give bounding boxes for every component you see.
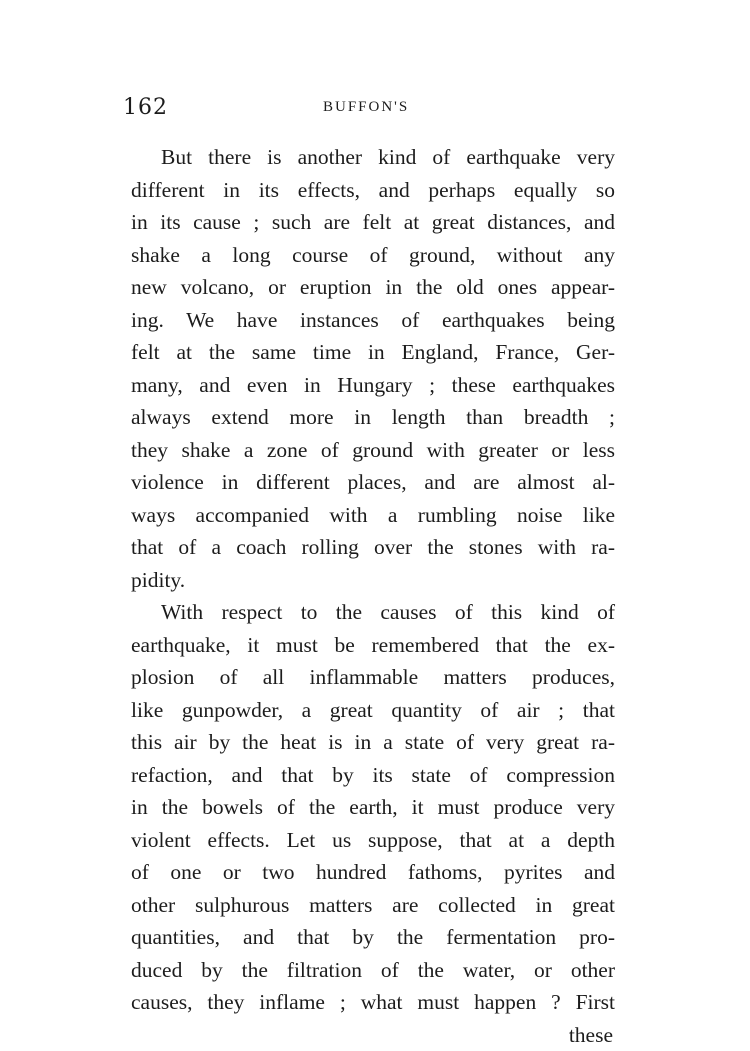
text-line: in its cause ; such are felt at great distances, and [131, 206, 615, 239]
text-line: this air by the heat is in a state of very great ra- [131, 726, 615, 759]
paragraph-1 [131, 141, 615, 596]
text-line: duced by the filtration of the water, or other [131, 954, 615, 987]
page-number: 162 [123, 95, 168, 120]
text-line: refaction, and that by its state of compression [131, 759, 615, 792]
text-line: in the bowels of the earth, it must produce very [131, 791, 615, 824]
running-title: BUFFON'S [323, 99, 409, 116]
text-line: ing. We have instances of earthquakes being [131, 304, 615, 337]
catchword: these [131, 1019, 615, 1051]
text-line: they shake a zone of ground with greater or less [131, 434, 615, 467]
text-line: that of a coach rolling over the stones with ra- [131, 531, 615, 564]
page-header [123, 95, 618, 125]
text-line: like gunpowder, a great quantity of air ; that [131, 694, 615, 727]
text-line: ways accompanied with a rumbling noise like [131, 499, 615, 532]
text-line: shake a long course of ground, without any [131, 239, 615, 272]
text-line: causes, they inflame ; what must happen ? First [131, 986, 615, 1019]
text-line: many, and even in Hungary ; these earthquakes [131, 369, 615, 402]
text-line: different in its effects, and perhaps equally so [131, 174, 615, 207]
text-line: violence in different places, and are almost al- [131, 466, 615, 499]
text-line: other sulphurous matters are collected in great [131, 889, 615, 922]
text-line: new volcano, or eruption in the old ones appear- [131, 271, 615, 304]
text-line: violent effects. Let us suppose, that at a depth [131, 824, 615, 857]
body-text [131, 141, 615, 1051]
text-line: quantities, and that by the fermentation pro- [131, 921, 615, 954]
text-line: earthquake, it must be remembered that the ex- [131, 629, 615, 662]
text-line: But there is another kind of earthquake very [131, 141, 615, 174]
text-line: With respect to the causes of this kind of [131, 596, 615, 629]
text-line: plosion of all inflammable matters produces, [131, 661, 615, 694]
text-line: pidity. [131, 564, 615, 597]
text-line: of one or two hundred fathoms, pyrites and [131, 856, 615, 889]
paragraph-2 [131, 596, 615, 1019]
text-line: always extend more in length than breadth ; [131, 401, 615, 434]
text-line: felt at the same time in England, France, Ger- [131, 336, 615, 369]
